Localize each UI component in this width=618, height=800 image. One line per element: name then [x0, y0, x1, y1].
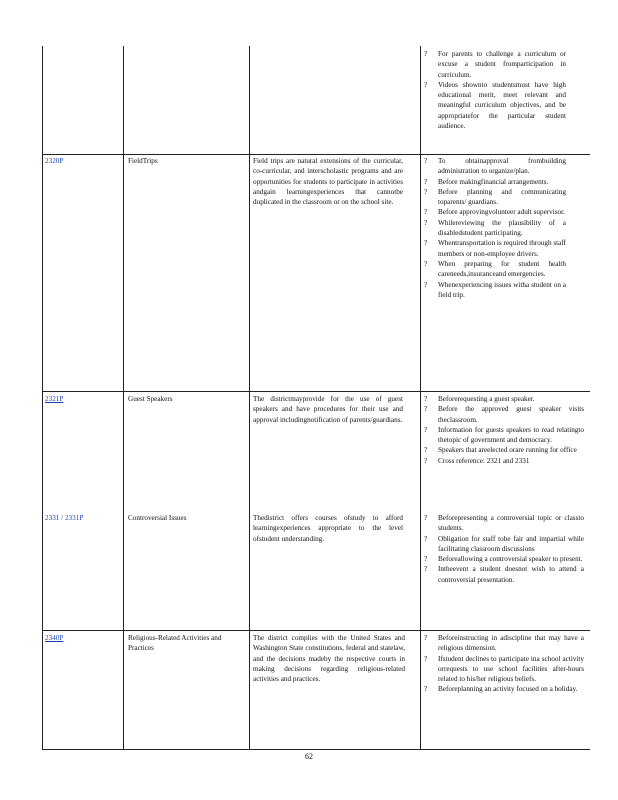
list-item: ? Beforeinstructing in adiscipline that may have a religious dimension.: [424, 634, 584, 653]
col-divider: [123, 46, 124, 749]
list-item: ? Before planning and communicating toparents/ guardians.: [424, 187, 566, 207]
policy-title: FieldTrips: [128, 157, 158, 165]
col-divider: [420, 46, 421, 749]
policy-description: Thedistrict offers courses ofstudy to afford learningexperiences appropriate to the level ofstudent understanding.: [253, 514, 403, 543]
policy-description: The district complies with the United States and Washington State constitutions, federal and statelaw, and the decisions madeby the respective courts in making decisions regarding religious-related activities and practices.: [253, 634, 405, 684]
list-item: ? Beforeallowing a controversial speaker to present.: [424, 555, 583, 564]
list-item: ? Whilereviewing the plausibility of a disabledstudent participating.: [424, 218, 566, 238]
list-item: ? To obtainapproval frombuilding administration to organize/plan.: [424, 157, 566, 176]
policy-title: Religious-Related Activities and Practices: [128, 634, 222, 653]
list-item: ? Videos shownto studentsmust have high educational merit, meet relevant and meaningful curriculum objectives, and be appropriatefor the particular student audience.: [424, 80, 566, 131]
list-item: ? When preparing for student health careneeds,insuranceand emergencies.: [424, 259, 566, 279]
policy-link[interactable]: 2321P: [45, 395, 64, 403]
considerations-list: [424, 394, 584, 466]
policy-title: Guest Speakers: [128, 395, 173, 403]
policy-link[interactable]: 2331 / 2331P: [45, 514, 84, 522]
list-item: ? For parents to challenge a curriculum or excuse a student fromparticipation in curriculum.: [424, 50, 566, 79]
policy-title: Controversial Issues: [128, 514, 187, 522]
list-item: ? Beforerequesting a guest speaker.: [424, 395, 535, 403]
considerations-list: [424, 156, 566, 300]
col-divider: [249, 46, 250, 749]
list-item: ? Beforeplanning an activity focused on a holiday.: [424, 685, 578, 694]
list-item: ? Whentransportation is required through staff members or non-employee drivers.: [424, 239, 567, 258]
list-item: ? Speakers that areelected orare running for office: [424, 446, 577, 455]
list-item: ? Beforepresenting a controversial topic or classto students.: [424, 514, 584, 533]
list-item: ? Before approvingvolunteer adult supervisor.: [424, 208, 565, 217]
list-item: ? Before the approved guest speaker visits theclassroom.: [424, 405, 584, 424]
policy-link[interactable]: 2320P: [45, 157, 64, 165]
list-item: ? Ifstudent declines to participate ina school activity orrequests to use school facilities after-hours related to his/her religious beliefs.: [424, 654, 584, 684]
list-item: ? Information for guests speakers to read relatingto thetopic of government and democracy.: [424, 425, 584, 445]
considerations-list: [424, 633, 584, 695]
list-item: ? Whenexperiencing issues witha student on a field trip.: [424, 280, 566, 299]
page-number: 62: [305, 752, 313, 761]
policy-description: The districtmayprovide for the use of guest speakers and have procedures for their use and approval includingnotification of parents/guardians.: [253, 395, 403, 424]
list-item: ? Obligation for staff tobe fair and impartial while facilitating classroom discussions: [424, 534, 584, 553]
list-item: ? Cross reference: 2321 and 2331: [424, 456, 530, 465]
considerations-list: [424, 49, 566, 131]
list-item: ? Intheevent a student doesnot wish to attend a controversial presentation.: [424, 565, 584, 584]
list-item: ? Before makingfinancial arrangements.: [424, 177, 549, 186]
policy-description: Field trips are natural extensions of the curricular, co-curricular, and interscholastic programs and are opportunities for students to participate in activities andgain learningexperiences that cannotbe duplicated in the classroom or on the school site.: [253, 157, 403, 207]
row-divider: [42, 391, 590, 392]
row-divider: [42, 630, 590, 631]
considerations-list: [424, 513, 584, 585]
col-divider: [42, 46, 43, 749]
row-divider: [42, 154, 590, 155]
row-divider: [42, 749, 590, 750]
policy-link[interactable]: 2340P: [45, 634, 64, 642]
